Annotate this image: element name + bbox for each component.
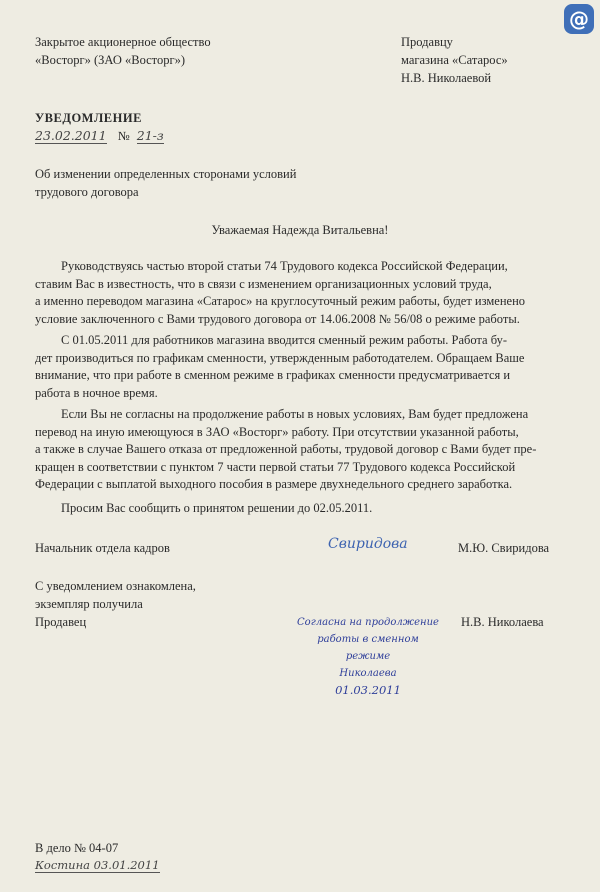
notice-date: 23.02.2011 (35, 128, 107, 143)
subject-line-2: трудового договора (35, 185, 139, 199)
paragraph-1 (35, 258, 567, 328)
acknowledgement-line-1: С уведомлением ознакомлена, (35, 579, 196, 593)
acknowledgement-position: Продавец (35, 615, 87, 629)
paragraph-3-line: перевод на иную имеющуюся в ЗАО «Восторг» работу. При отсутствии указанной работы, (35, 424, 519, 439)
sender-line-2: «Восторг» (ЗАО «Восторг») (35, 53, 186, 67)
file-reference: В дело № 04-07 (35, 841, 119, 855)
signer-position: Начальник отдела кадров (35, 541, 170, 555)
paragraph-3-line: а также в случае Вашего отказа от предложенной работы, трудовой договор с Вами будет пре- (35, 442, 537, 456)
acknowledgement-name: Н.В. Николаева (461, 615, 544, 629)
paragraph-1-line: условие заключенного с Вами трудового договора от 14.06.2008 № 56/08 о режиме работы. (35, 311, 520, 326)
at-sign-logo-icon: @ (564, 4, 594, 34)
handwritten-line: Николаева (339, 668, 397, 679)
recipient-line-3: Н.В. Николаевой (401, 71, 492, 85)
paragraph-1-line: Руководствуясь частью второй статьи 74 Трудового кодекса Российской Федерации, (61, 259, 508, 273)
paragraph-4 (35, 500, 567, 518)
salutation: Уважаемая Надежда Витальевна! (211, 223, 389, 237)
signer-name: М.Ю. Свиридова (458, 541, 550, 555)
subject-line-1: Об изменении определенных сторонами условий (35, 167, 297, 181)
sender-line-1: Закрытое акционерное общество (35, 35, 211, 49)
handwritten-line: работы в сменном режиме (317, 634, 419, 662)
paragraph-2-line: дет производиться по графикам сменности, утвержденным работодателем. Обращаем Ваше (35, 350, 525, 365)
notice-title: УВЕДОМЛЕНИЕ (35, 111, 142, 125)
paragraph-1-line: ставим Вас в известность, что в связи с изменением организационных условий труда, (35, 276, 492, 291)
handwritten-line: Согласна на продолжение (297, 617, 439, 628)
notice-date-row (35, 128, 164, 144)
paragraph-2-line: работа в ночное время. (35, 385, 158, 400)
paragraph-2-line: внимание, что при работе в сменном режиме в графиках сменности предусматривается и (35, 368, 511, 382)
recipient-line-2: магазина «Сатарос» (401, 53, 508, 67)
file-note-text: Костина 03.01.2011 (35, 858, 160, 872)
paragraph-2 (35, 332, 567, 402)
paragraph-3-line: Федерации с выплатой выходного пособия в размере двухнедельного среднего заработка. (35, 477, 513, 491)
notice-number: 21-з (136, 128, 164, 143)
notice-number-label: № (117, 129, 130, 143)
employee-handwritten-note (294, 614, 442, 699)
file-note (35, 858, 160, 872)
signer-handwritten-signature: Свиридова (328, 536, 408, 552)
paragraph-1-line: а именно переводом магазина «Сатарос» на круглосуточный режим работы, будет изменено (35, 294, 526, 308)
paragraph-4-line: Просим Вас сообщить о принятом решении до 02.05.2011. (61, 501, 373, 515)
paragraph-3-line: кращен в соответствии с пунктом 7 части первой статьи 77 Трудового кодекса Российской (35, 459, 516, 474)
paragraph-2-line: С 01.05.2011 для работников магазина вводится сменный режим работы. Работа бу- (61, 333, 508, 347)
paragraph-3-line: Если Вы не согласны на продолжение работы в новых условиях, Вам будет предложена (61, 407, 529, 421)
acknowledgement-line-2: экземпляр получила (35, 597, 143, 611)
handwritten-date: 01.03.2011 (335, 683, 401, 697)
paragraph-3 (35, 406, 567, 494)
recipient-line-1: Продавцу (401, 35, 453, 49)
